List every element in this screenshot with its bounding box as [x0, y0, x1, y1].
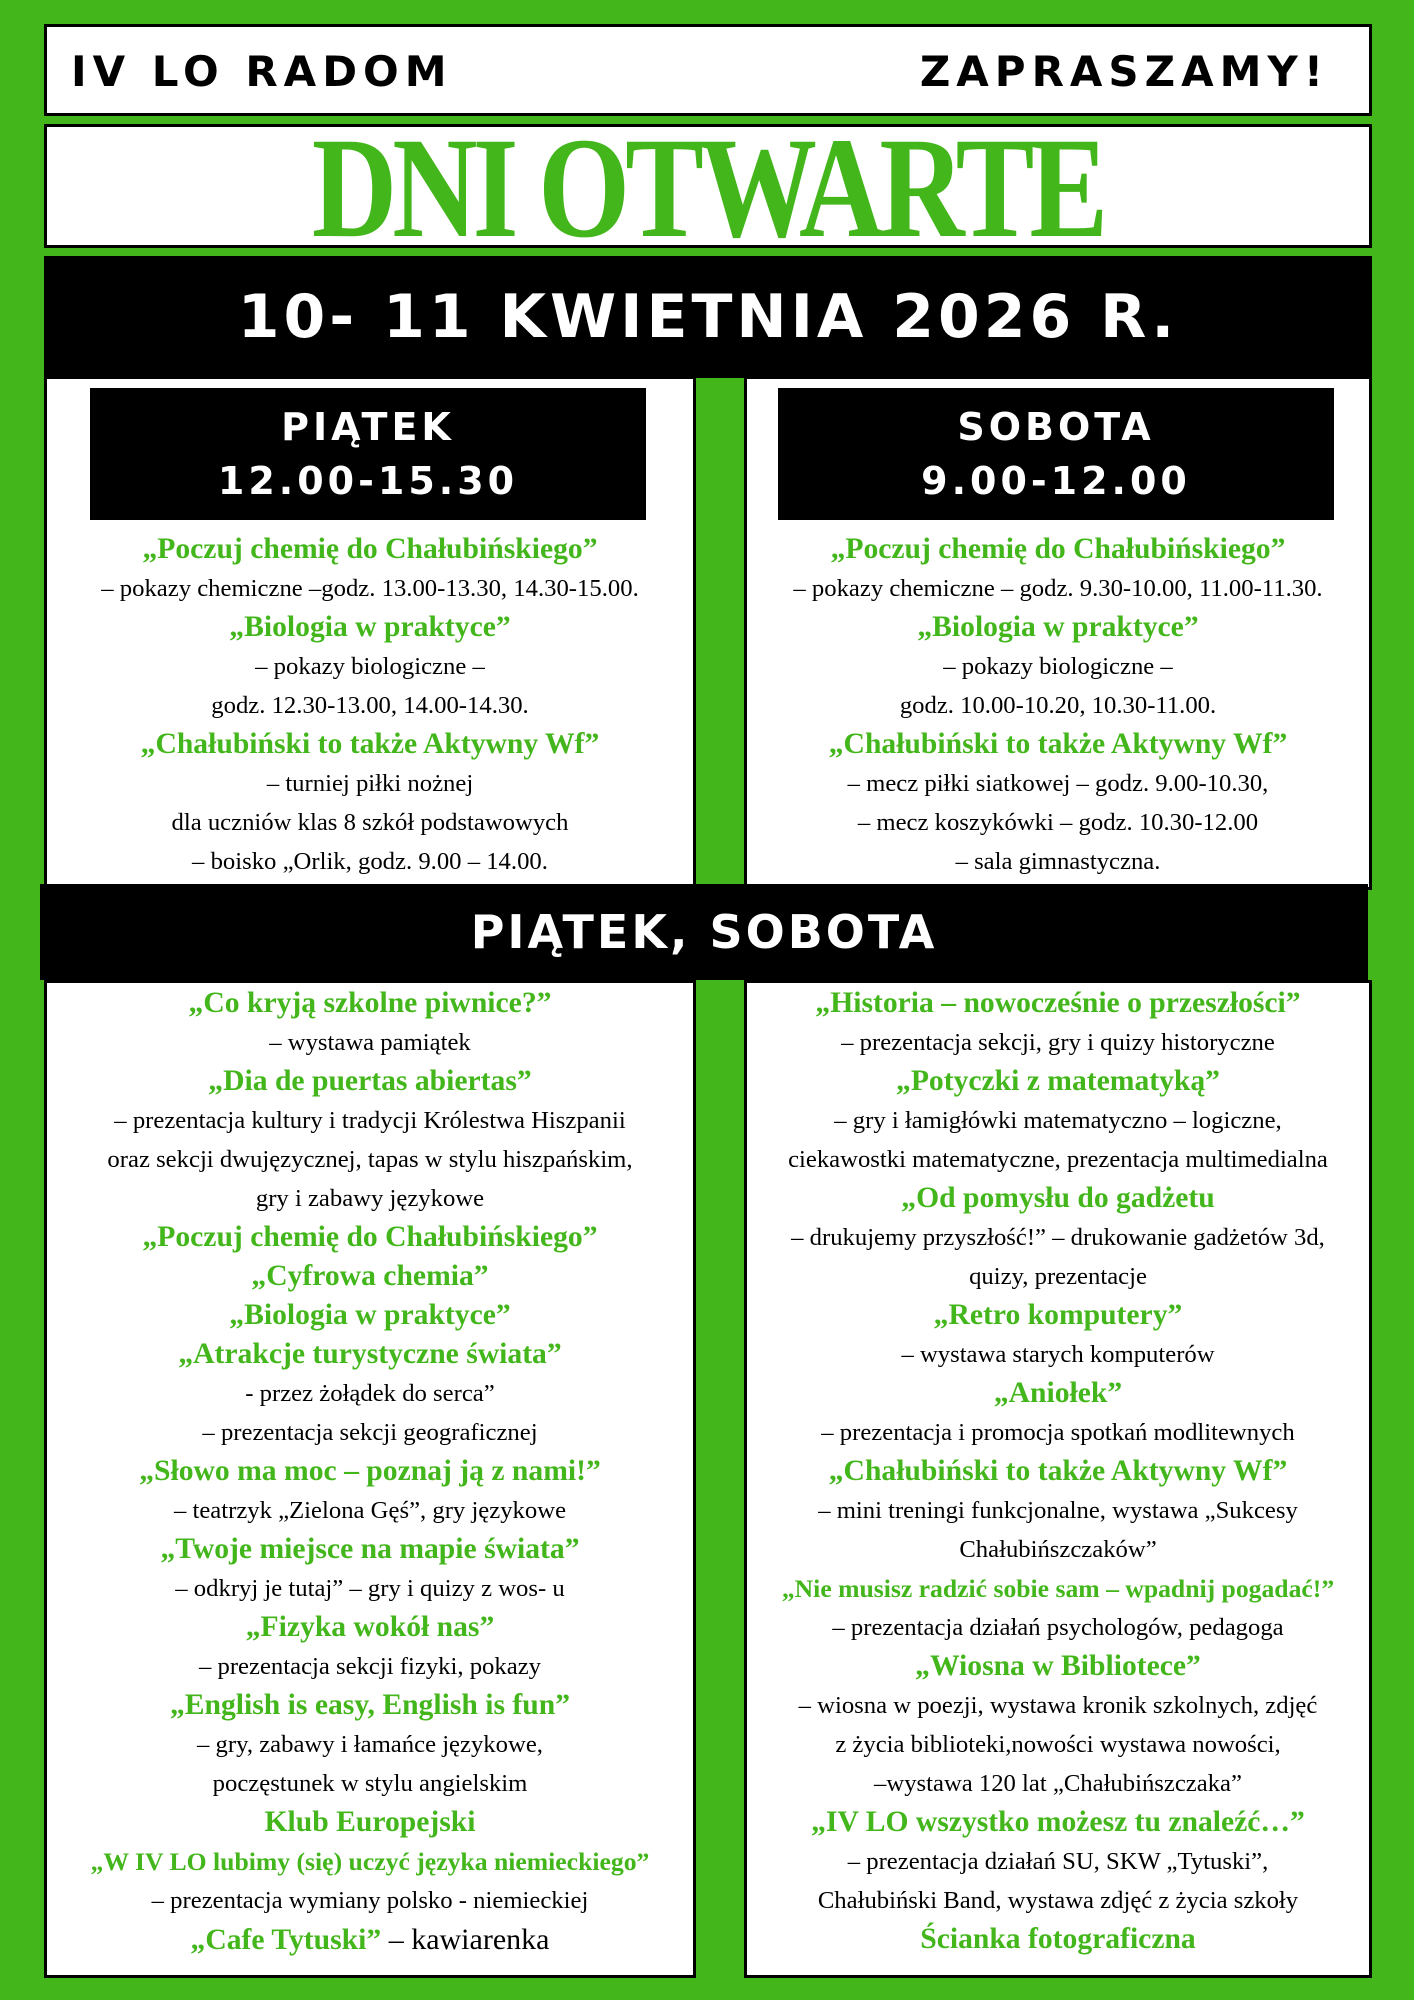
- event-desc: – teatrzyk „Zielona Gęś”, gry językowe: [173, 1497, 567, 1524]
- saturday-header: [778, 388, 1334, 520]
- event-title: „W IV LO lubimy (się) uczyć języka niemieckiego”: [90, 1847, 650, 1876]
- event-title: „Chałubiński to także Aktywny Wf”: [828, 728, 1288, 760]
- event-desc: – wystawa pamiątek: [269, 1029, 471, 1056]
- event-desc: – pokazy chemiczne –godz. 13.00-13.30, 14.30-15.00.: [101, 575, 639, 602]
- event-title: „Fizyka wokół nas”: [245, 1611, 495, 1643]
- event-desc: – prezentacja sekcji geograficznej: [202, 1419, 538, 1446]
- event-desc: – gry, zabawy i łamańce językowe,: [197, 1731, 543, 1758]
- event-desc: oraz sekcji dwujęzycznej, tapas w stylu hiszpańskim,: [107, 1146, 633, 1173]
- date-bar: 10- 11 KWIETNIA 2026 R.: [44, 256, 1372, 378]
- event-desc: – wiosna w poezji, wystawa kronik szkolnych, zdjęć: [798, 1692, 1318, 1719]
- event-desc: – wystawa starych komputerów: [901, 1341, 1215, 1368]
- event-desc: godz. 12.30-13.00, 14.00-14.30.: [211, 692, 529, 719]
- event-title: „IV LO wszystko możesz tu znaleźć…”: [811, 1806, 1305, 1838]
- event-title: „Od pomysłu do gadżetu: [901, 1182, 1215, 1214]
- event-desc: Chałubińszczaków”: [959, 1536, 1157, 1563]
- school-name: IV LO RADOM: [71, 47, 453, 96]
- event-title: „English is easy, English is fun”: [169, 1689, 571, 1721]
- event-title: „Poczuj chemię do Chałubińskiego”: [142, 1221, 598, 1253]
- event-desc: – mecz piłki siatkowej – godz. 9.00-10.30,: [847, 770, 1269, 797]
- event-desc: – boisko „Orlik, godz. 9.00 – 14.00.: [192, 848, 548, 875]
- event-desc: – pokazy biologiczne –: [255, 653, 485, 680]
- event-title: „Biologia w praktyce”: [917, 611, 1199, 643]
- event-title: „Retro komputery”: [933, 1299, 1183, 1331]
- event-desc: – mini treningi funkcjonalne, wystawa „Sukcesy: [818, 1497, 1298, 1524]
- saturday-events: [744, 530, 1372, 881]
- event-title: „Poczuj chemię do Chałubińskiego”: [830, 533, 1286, 565]
- event-desc: – gry i łamigłówki matematyczno – logiczne,: [834, 1107, 1282, 1134]
- event-desc: – prezentacja i promocja spotkań modlitewnych: [821, 1419, 1295, 1446]
- event-title: „Poczuj chemię do Chałubińskiego”: [142, 533, 598, 565]
- friday-hours: 12.00-15.30: [217, 459, 519, 503]
- both-days-right-events: [744, 984, 1372, 1959]
- cafe-line: [44, 1920, 696, 1960]
- event-desc: dla uczniów klas 8 szkół podstawowych: [171, 809, 569, 836]
- event-title: „Twoje miejsce na mapie świata”: [160, 1533, 580, 1565]
- event-desc: poczęstunek w stylu angielskim: [212, 1770, 528, 1797]
- event-title: „Aniołek”: [993, 1377, 1123, 1409]
- event-desc: – prezentacja sekcji, gry i quizy historyczne: [841, 1029, 1275, 1056]
- event-desc: – pokazy biologiczne –: [943, 653, 1173, 680]
- both-days-bar: PIĄTEK, SOBOTA: [40, 884, 1368, 980]
- invite-text: ZAPRASZAMY!: [919, 47, 1329, 96]
- event-desc: – turniej piłki nożnej: [266, 770, 474, 797]
- event-title: „Chałubiński to także Aktywny Wf”: [828, 1455, 1288, 1487]
- event-title: „Co kryją szkolne piwnice?”: [188, 987, 552, 1019]
- saturday-hours: 9.00-12.00: [921, 459, 1191, 503]
- event-desc: gry i zabawy językowe: [255, 1185, 485, 1212]
- event-desc: - przez żołądek do serca”: [245, 1380, 495, 1407]
- event-desc: – prezentacja działań psychologów, pedagoga: [832, 1614, 1284, 1641]
- event-desc: – odkryj je tutaj” – gry i quizy z wos- u: [175, 1575, 565, 1602]
- event-desc: – prezentacja kultury i tradycji Królestwa Hiszpanii: [114, 1107, 626, 1134]
- event-title: „Chałubiński to także Aktywny Wf”: [140, 728, 600, 760]
- event-title: Klub Europejski: [264, 1806, 476, 1838]
- event-title: „Atrakcje turystyczne świata”: [178, 1338, 562, 1370]
- event-desc: – prezentacja sekcji fizyki, pokazy: [198, 1653, 542, 1680]
- event-desc: – sala gimnastyczna.: [955, 848, 1161, 875]
- event-desc: – prezentacja działań SU, SKW „Tytuski”,: [847, 1848, 1269, 1875]
- event-desc: –wystawa 120 lat „Chałubińszczaka”: [874, 1770, 1242, 1797]
- event-desc: – pokazy chemiczne – godz. 9.30-10.00, 11.00-11.30.: [793, 575, 1323, 602]
- event-desc: – drukujemy przyszłość!” – drukowanie gadżetów 3d,: [791, 1224, 1325, 1251]
- title-box: [44, 124, 1372, 248]
- event-title: „Dia de puertas abiertas”: [208, 1065, 532, 1097]
- event-desc: z życia biblioteki,nowości wystawa nowości,: [835, 1731, 1281, 1758]
- friday-events: [44, 530, 696, 881]
- event-title: „Wiosna w Bibliotece”: [915, 1650, 1201, 1682]
- event-title: „Biologia w praktyce”: [229, 1299, 511, 1331]
- event-title: „Biologia w praktyce”: [229, 611, 511, 643]
- event-desc: quizy, prezentacje: [969, 1263, 1147, 1290]
- page-title: DNI OTWARTE: [312, 124, 1104, 248]
- event-desc: Chałubiński Band, wystawa zdjęć z życia szkoły: [817, 1887, 1299, 1914]
- event-title: „Nie musisz radzić sobie sam – wpadnij pogadać!”: [781, 1574, 1335, 1603]
- event-title: „Cyfrowa chemia”: [251, 1260, 489, 1292]
- event-title: Ścianka fotograficzna: [920, 1923, 1196, 1955]
- saturday-day: SOBOTA: [957, 405, 1155, 449]
- friday-day: PIĄTEK: [281, 405, 455, 449]
- event-title: „Słowo ma moc – poznaj ją z nami!”: [139, 1455, 601, 1487]
- event-desc: – mecz koszykówki – godz. 10.30-12.00: [857, 809, 1259, 836]
- top-bar: [44, 24, 1372, 116]
- event-desc: godz. 10.00-10.20, 10.30-11.00.: [899, 692, 1217, 719]
- event-desc: ciekawostki matematyczne, prezentacja multimedialna: [788, 1146, 1328, 1173]
- event-title: „Cafe Tytuski”: [190, 1924, 382, 1956]
- both-days-left-events: [44, 984, 696, 1960]
- event-title: „Potyczki z matematyką”: [896, 1065, 1220, 1097]
- friday-header: [90, 388, 646, 520]
- event-desc: – prezentacja wymiany polsko - niemieckiej: [151, 1887, 589, 1914]
- event-desc: – kawiarenka: [381, 1923, 550, 1956]
- event-title: „Historia – nowocześnie o przeszłości”: [815, 987, 1301, 1019]
